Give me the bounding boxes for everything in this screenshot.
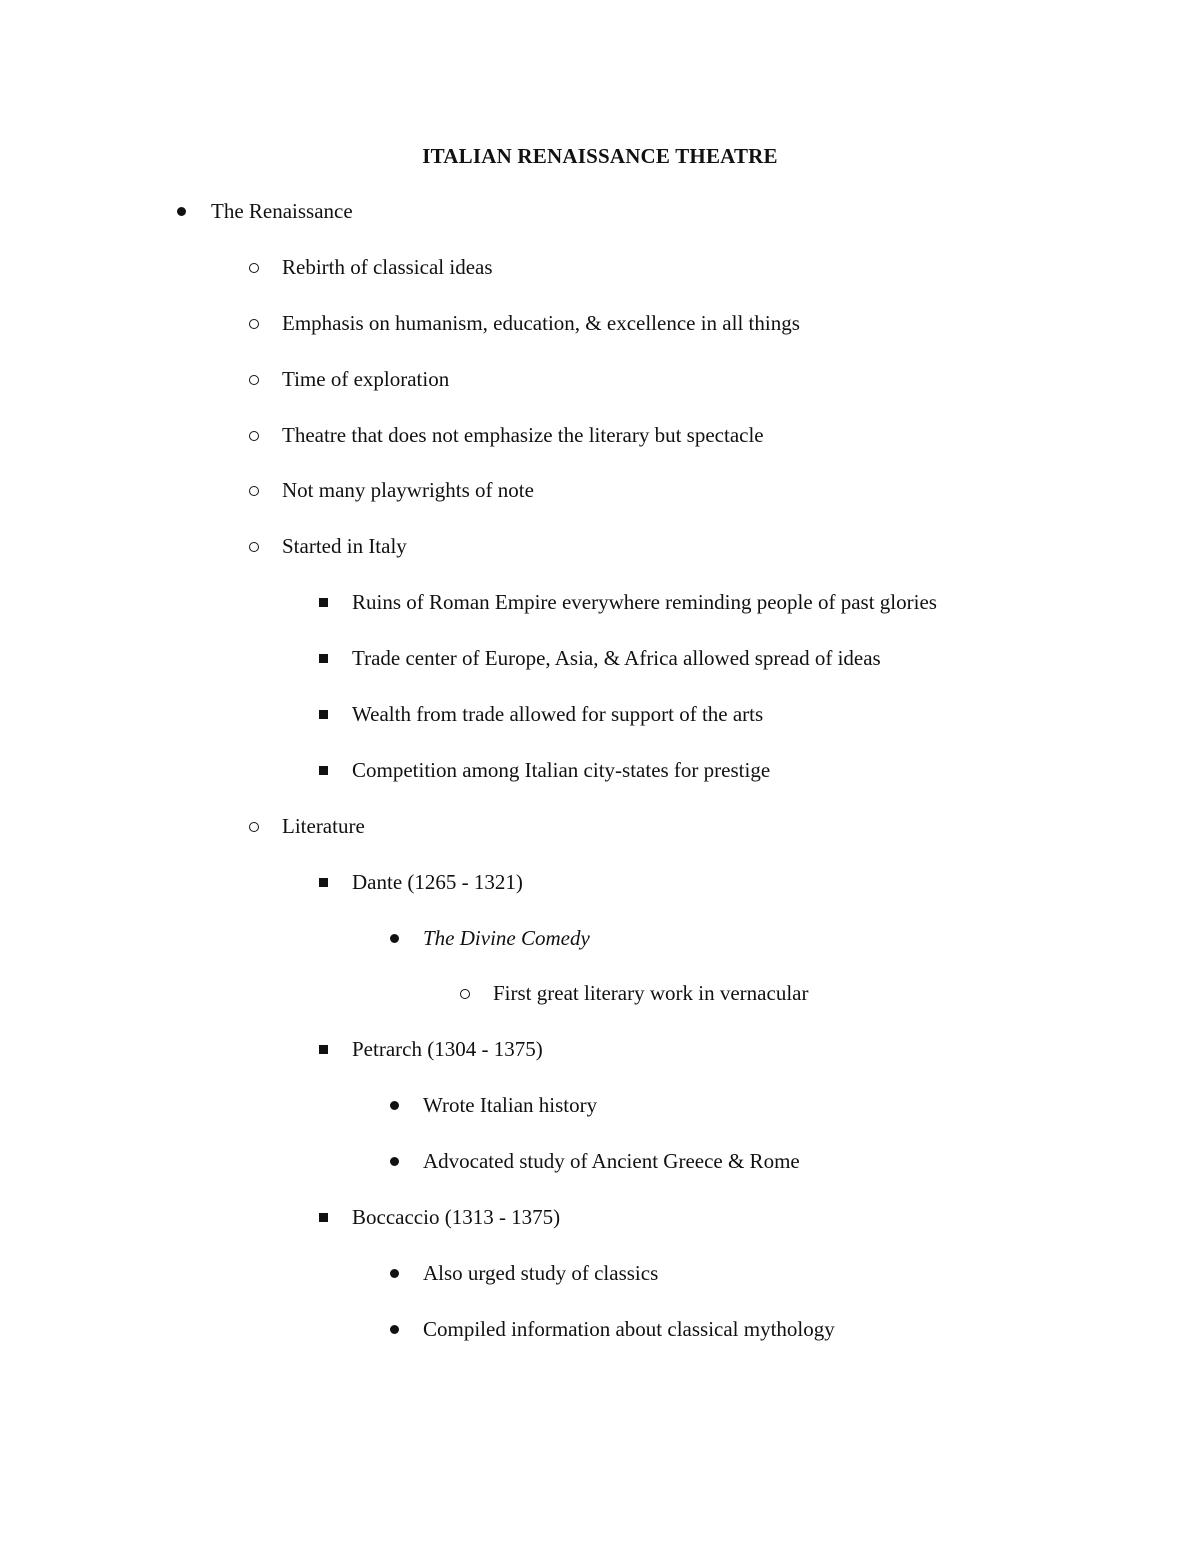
list-item [0, 531, 1200, 587]
square-bullet-icon [319, 1045, 328, 1054]
disc-bullet-icon [390, 934, 399, 943]
list-item-text: Literature [282, 813, 365, 838]
list-item-text: Advocated study of Ancient Greece & Rome [423, 1149, 800, 1174]
list-item [0, 587, 1200, 643]
list-item-text: Emphasis on humanism, education, & excellence in all things [282, 310, 800, 335]
list-item-text: Also urged study of classics [423, 1260, 659, 1285]
outline-list [0, 196, 1200, 1370]
list-item [0, 475, 1200, 531]
list-item [0, 867, 1200, 923]
list-item [0, 1258, 1200, 1314]
list-item [0, 1314, 1200, 1370]
circle-bullet-icon [249, 822, 259, 832]
circle-bullet-icon [249, 486, 259, 496]
list-item-text: Time of exploration [282, 366, 450, 391]
circle-bullet-icon [249, 319, 259, 329]
list-item-text: Not many playwrights of note [282, 478, 534, 503]
disc-bullet-icon [177, 207, 186, 216]
list-item-text: Rebirth of classical ideas [282, 254, 493, 279]
page-title: ITALIAN RENAISSANCE THEATRE [422, 144, 778, 168]
list-item [0, 699, 1200, 755]
list-item [0, 978, 1200, 1034]
disc-bullet-icon [390, 1157, 399, 1166]
list-item-text: Wrote Italian history [423, 1093, 598, 1118]
list-item-text: Dante (1265 - 1321) [352, 869, 523, 894]
list-item-text: The Renaissance [211, 199, 353, 223]
list-item [0, 1090, 1200, 1146]
list-item [0, 643, 1200, 699]
list-item [0, 252, 1200, 308]
list-item [0, 755, 1200, 811]
list-item [0, 1146, 1200, 1202]
list-item [0, 308, 1200, 364]
disc-bullet-icon [390, 1101, 399, 1110]
circle-bullet-icon [249, 263, 259, 273]
square-bullet-icon [319, 598, 328, 607]
square-bullet-icon [319, 710, 328, 719]
disc-bullet-icon [390, 1325, 399, 1334]
list-item-text: Started in Italy [282, 534, 407, 559]
list-item [0, 196, 1200, 252]
list-item-text: Boccaccio (1313 - 1375) [352, 1205, 561, 1230]
list-item [0, 364, 1200, 420]
list-item-text: Compiled information about classical mythology [423, 1316, 835, 1341]
circle-bullet-icon [249, 431, 259, 441]
circle-bullet-icon [249, 542, 259, 552]
list-item [0, 420, 1200, 476]
list-item-text: Petrarch (1304 - 1375) [352, 1037, 543, 1062]
square-bullet-icon [319, 878, 328, 887]
list-item-text: Theatre that does not emphasize the literary but spectacle [282, 422, 764, 447]
list-item [0, 811, 1200, 867]
list-item-text: Wealth from trade allowed for support of the arts [352, 702, 764, 727]
list-item-text: The Divine Comedy [423, 925, 590, 950]
list-item-text: First great literary work in vernacular [493, 981, 809, 1006]
circle-bullet-icon [249, 375, 259, 385]
disc-bullet-icon [390, 1269, 399, 1278]
square-bullet-icon [319, 766, 328, 775]
square-bullet-icon [319, 1213, 328, 1222]
square-bullet-icon [319, 654, 328, 663]
list-item-text: Ruins of Roman Empire everywhere reminding people of past glories [352, 590, 937, 615]
list-item [0, 1202, 1200, 1258]
list-item-text: Trade center of Europe, Asia, & Africa allowed spread of ideas [352, 646, 881, 671]
list-item [0, 923, 1200, 979]
list-item [0, 1034, 1200, 1090]
list-item-text: Competition among Italian city-states for prestige [352, 757, 771, 782]
circle-bullet-icon [460, 989, 470, 999]
